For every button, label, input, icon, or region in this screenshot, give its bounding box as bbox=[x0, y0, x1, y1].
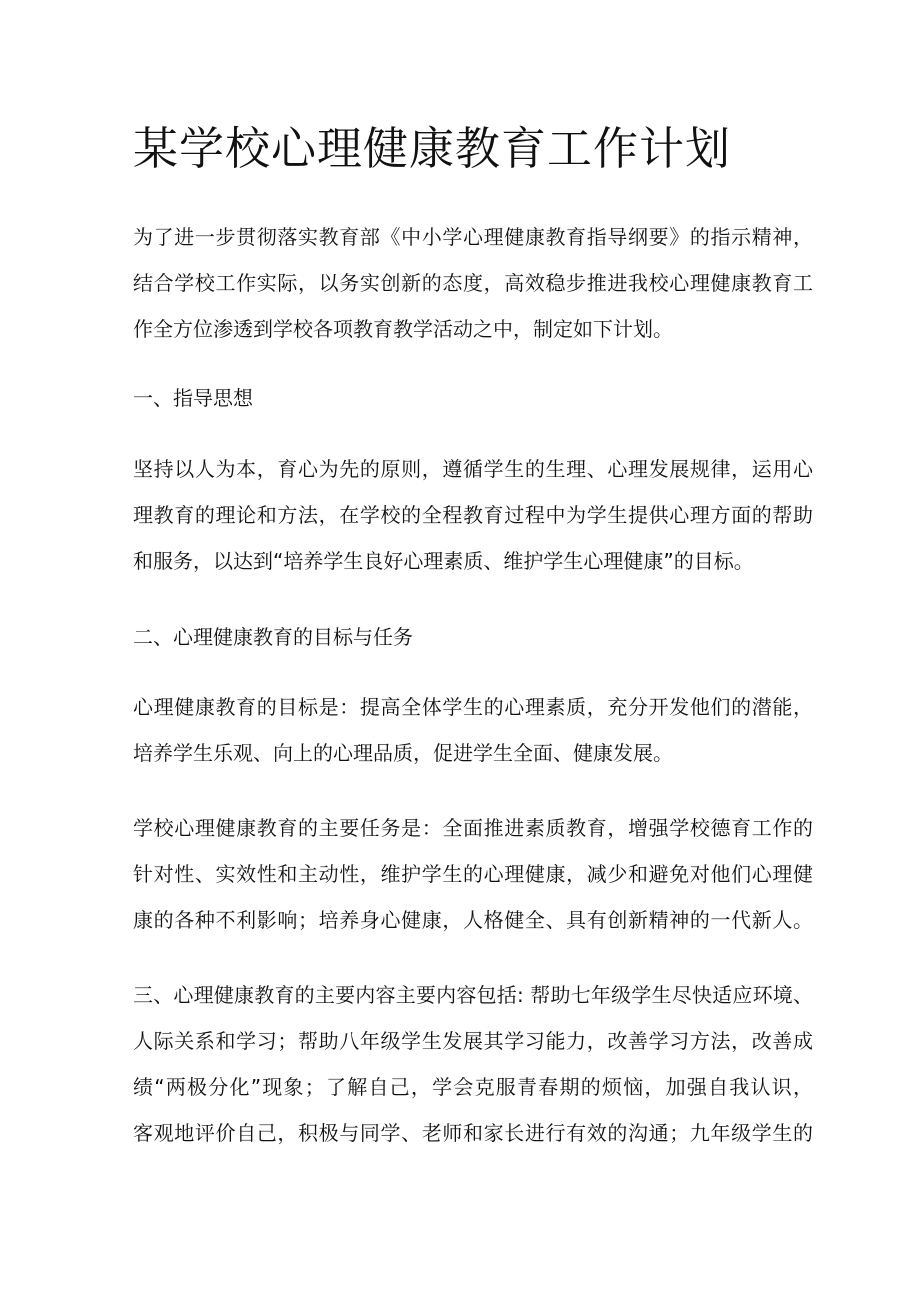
paragraph-line: 为了进一步贯彻落实教育部《中小学心理健康教育指导纲要》的指示精神， bbox=[133, 225, 813, 249]
paragraph-line: 绩“两极分化”现象；了解自己，学会克服青春期的烦恼，加强自我认识， bbox=[133, 1075, 813, 1099]
paragraph-line: 人际关系和学习；帮助八年级学生发展其学习能力，改善学习方法，改善成 bbox=[133, 1029, 813, 1053]
paragraph-line: 培养学生乐观、向上的心理品质，促进学生全面、健康发展。 bbox=[133, 741, 673, 765]
tasks-paragraph bbox=[133, 805, 813, 943]
content-paragraph bbox=[133, 972, 813, 1156]
paragraph-line: 三、心理健康教育的主要内容主要内容包括: 帮助七年级学生尽快适应环境、 bbox=[133, 983, 813, 1007]
document-title: 某学校心理健康教育工作计划 bbox=[133, 122, 732, 175]
paragraph-line: 心理健康教育的目标是：提高全体学生的心理素质，充分开发他们的潜能， bbox=[133, 695, 813, 719]
guiding-ideology-paragraph bbox=[133, 446, 813, 584]
paragraph-line: 结合学校工作实际，以务实创新的态度，高效稳步推进我校心理健康教育工 bbox=[133, 271, 813, 295]
paragraph-line: 针对性、实效性和主动性，维护学生的心理健康，减少和避免对他们心理健 bbox=[133, 862, 813, 886]
paragraph-line: 作全方位渗透到学校各项教育教学活动之中，制定如下计划。 bbox=[133, 317, 673, 341]
paragraph-line: 理教育的理论和方法，在学校的全程教育过程中为学生提供心理方面的帮助 bbox=[133, 503, 813, 527]
section-heading-guiding-ideology: 一、指导思想 bbox=[133, 386, 253, 410]
paragraph-line: 和服务，以达到“培养学生良好心理素质、维护学生心理健康”的目标。 bbox=[133, 549, 754, 573]
paragraph-line: 学校心理健康教育的主要任务是：全面推进素质教育，增强学校德育工作的 bbox=[133, 816, 813, 840]
section-heading-goals-tasks: 二、心理健康教育的目标与任务 bbox=[133, 625, 413, 649]
paragraph-line: 康的各种不利影响；培养身心健康，人格健全、具有创新精神的一代新人。 bbox=[133, 908, 813, 932]
paragraph-line: 坚持以人为本，育心为先的原则，遵循学生的生理、心理发展规律，运用心 bbox=[133, 457, 813, 481]
paragraph-line: 客观地评价自己，积极与同学、老师和家长进行有效的沟通；九年级学生的 bbox=[133, 1121, 813, 1145]
intro-paragraph bbox=[133, 214, 813, 352]
goals-paragraph bbox=[133, 684, 813, 776]
